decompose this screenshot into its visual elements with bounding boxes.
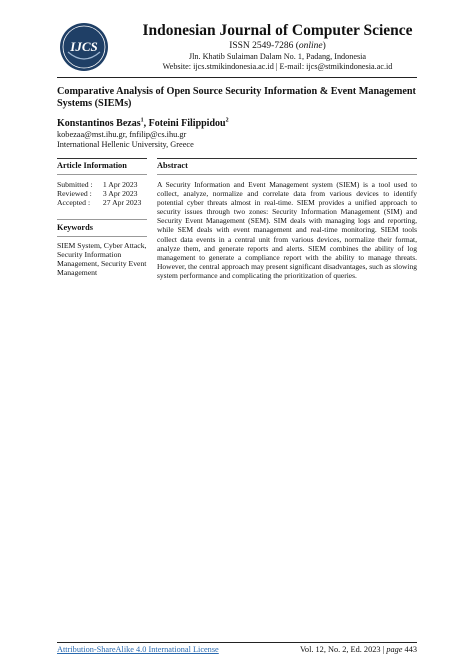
author-emails: kobezaa@mst.ihu.gr, fnfilip@cs.ihu.gr (57, 130, 187, 139)
page-label: page (386, 645, 403, 654)
journal-title: Indonesian Journal of Computer Science (142, 22, 413, 39)
keywords-label: Keywords (57, 223, 93, 232)
keywords-text: SIEM System, Cyber Attack, Security Information Management, Security Event Management (57, 241, 147, 277)
author-2-sup: 2 (225, 117, 229, 124)
volume-info: Vol. 12, No. 2, Ed. 2023 | (300, 645, 387, 654)
license-link[interactable]: Attribution-ShareAlike 4.0 International License (57, 645, 219, 654)
page-number: 443 (404, 645, 417, 654)
info-top-rule (57, 158, 147, 159)
abstract-header-rule (157, 174, 417, 175)
keywords-header-rule (57, 236, 147, 237)
reviewed-value: 3 Apr 2023 (102, 189, 138, 198)
abstract-text: A Security Information and Event Management system (SIEM) is a tool used to collect, analyze, normalize and correlate data from various devices to identify potential cyber threats almost in real-time. SIEM provides a unified approach to security issues through two zones: Security Information Management (SIM) and Security Event Management (SEM). SIM deals with managing logs and reporting, while SEM deals with event management and real-time monitoring. SIEM tools collect data events in a central unit from various devices, normalize their format, analyze them, and generate reports and alerts. SIEM combines the ability of log management to generate a compliance report with the ability to manage threats. However, the central approach may present significant disadvantages, such as slowing system performance and complicating the prioritization of queries. (157, 180, 417, 280)
accepted-row (57, 198, 152, 207)
logo-text: IJCS (70, 39, 98, 54)
reviewed-row (57, 189, 152, 198)
header-divider (57, 77, 417, 78)
footer-divider (57, 642, 417, 643)
author-separator: , (143, 118, 149, 129)
abstract-label: Abstract (157, 161, 188, 170)
journal-logo (59, 22, 109, 72)
author-1: Konstantinos Bezas (57, 118, 141, 129)
keywords-top-rule (57, 219, 147, 220)
submitted-value: 1 Apr 2023 (102, 180, 138, 189)
volume-page-info (250, 645, 417, 655)
info-header-rule (57, 174, 147, 175)
accepted-label: Accepted : (57, 198, 91, 207)
journal-address: Jln. Khatib Sulaiman Dalam No. 1, Padang, Indonesia (188, 52, 367, 61)
reviewed-label: Reviewed : (57, 189, 92, 198)
issn-suffix: ) (322, 41, 326, 51)
author-line (57, 118, 417, 130)
article-info-label: Article Information (57, 161, 127, 170)
accepted-value: 27 Apr 2023 (102, 198, 142, 207)
author-2: Foteini Filippidou (148, 118, 226, 129)
abstract-top-rule (157, 158, 417, 159)
author-1-sup: 1 (140, 117, 144, 124)
affiliation: International Hellenic University, Greece (57, 140, 194, 149)
issn-line (120, 41, 435, 52)
submitted-label: Submitted : (57, 180, 93, 189)
issn-prefix: ISSN 2549-7286 ( (229, 41, 299, 51)
article-title: Comparative Analysis of Open Source Security Information & Event Management Systems (SIEMs) (57, 86, 416, 109)
journal-contact: Website: ijcs.stmikindonesia.ac.id | E-mail: ijcs@stmikindonesia.ac.id (162, 62, 393, 71)
issn-online: online (298, 41, 323, 51)
submitted-row (57, 180, 152, 189)
